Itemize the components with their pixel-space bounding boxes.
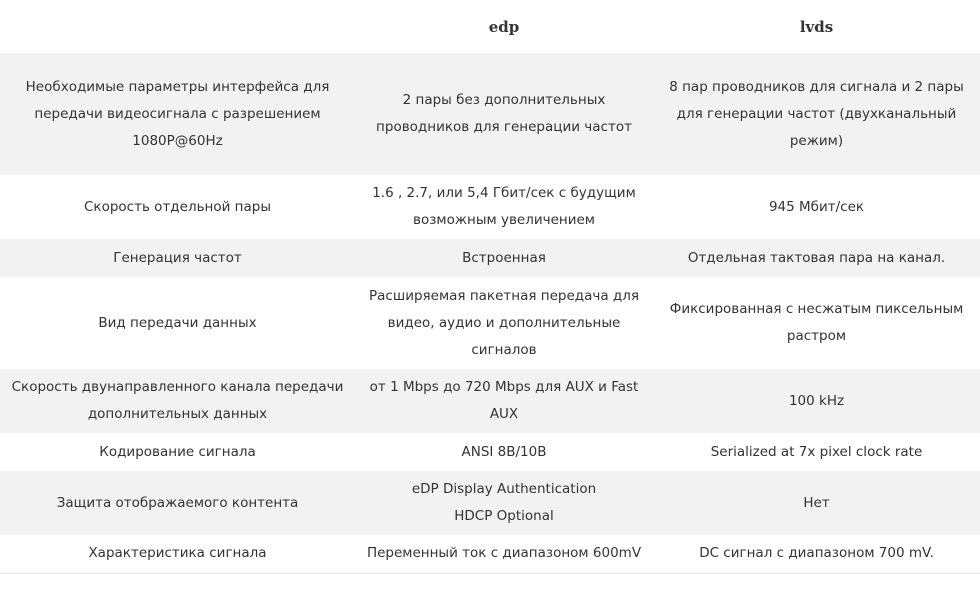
parameter-text: Генерация частот bbox=[113, 249, 242, 266]
table-row bbox=[0, 369, 980, 433]
lvds-cell bbox=[653, 433, 980, 471]
lvds-text: Отдельная тактовая пара на канал. bbox=[687, 249, 946, 266]
edp-cell bbox=[355, 369, 653, 433]
edp-text: ANSI 8B/10B bbox=[461, 443, 547, 460]
edp-text: Переменный ток с диапазоном 600mV bbox=[366, 545, 642, 562]
parameter-cell bbox=[0, 53, 355, 175]
parameter-cell bbox=[0, 433, 355, 471]
edp-text: Встроенная bbox=[462, 249, 546, 266]
header-row bbox=[0, 0, 980, 53]
table-body bbox=[0, 53, 980, 573]
lvds-cell bbox=[653, 239, 980, 277]
parameter-cell bbox=[0, 277, 355, 369]
edp-text: eDP Display Authentication HDCP Optional bbox=[411, 481, 597, 524]
lvds-text: Serialized at 7x pixel clock rate bbox=[710, 443, 923, 460]
edp-text: 1.6 , 2.7, или 5,4 Гбит/сек с будущим возможным увеличением bbox=[372, 185, 636, 228]
table-header bbox=[0, 0, 980, 53]
header-lvds: lvds bbox=[653, 0, 980, 53]
lvds-text: Фиксированная с несжатым пиксельным растром bbox=[669, 301, 964, 344]
lvds-cell bbox=[653, 369, 980, 433]
parameter-text: Необходимые параметры интерфейса для передачи видеосигнала с разрешением 1080P@60Hz bbox=[25, 78, 330, 149]
edp-cell bbox=[355, 175, 653, 239]
parameter-text: Вид передачи данных bbox=[98, 314, 257, 331]
edp-cell bbox=[355, 53, 653, 175]
table-row bbox=[0, 53, 980, 175]
parameter-cell bbox=[0, 471, 355, 535]
lvds-text: 100 kHz bbox=[788, 392, 845, 409]
parameter-text: Защита отображаемого контента bbox=[56, 494, 299, 511]
parameter-cell bbox=[0, 369, 355, 433]
edp-cell bbox=[355, 277, 653, 369]
table-row bbox=[0, 433, 980, 471]
edp-text: от 1 Mbps до 720 Mbps для AUX и Fast AUX bbox=[369, 379, 639, 422]
lvds-cell bbox=[653, 471, 980, 535]
table-row bbox=[0, 175, 980, 239]
lvds-cell bbox=[653, 53, 980, 175]
edp-cell bbox=[355, 471, 653, 535]
parameter-cell bbox=[0, 239, 355, 277]
lvds-cell bbox=[653, 277, 980, 369]
edp-cell bbox=[355, 433, 653, 471]
table-row bbox=[0, 471, 980, 535]
parameter-cell bbox=[0, 175, 355, 239]
edp-cell bbox=[355, 239, 653, 277]
parameter-text: Скорость двунаправленного канала передачи дополнительных данных bbox=[11, 379, 344, 422]
table-row bbox=[0, 535, 980, 573]
lvds-text: 8 пар проводников для сигнала и 2 пары для генерации частот (двухканальный режим) bbox=[669, 78, 964, 149]
header-edp: edp bbox=[355, 0, 653, 53]
lvds-text: 945 Мбит/сек bbox=[768, 198, 865, 215]
edp-text: Расширяемая пакетная передача для видео, аудио и дополнительные сигналов bbox=[369, 287, 639, 358]
parameter-text: Характеристика сигнала bbox=[88, 545, 267, 562]
lvds-cell bbox=[653, 535, 980, 573]
table-row bbox=[0, 239, 980, 277]
edp-text: 2 пары без дополнительных проводников для генерации частот bbox=[376, 92, 632, 135]
lvds-cell bbox=[653, 175, 980, 239]
parameter-cell bbox=[0, 535, 355, 573]
lvds-text: DC сигнал с диапазоном 700 mV. bbox=[699, 545, 934, 562]
table-row bbox=[0, 277, 980, 369]
edp-cell bbox=[355, 535, 653, 573]
lvds-text: Нет bbox=[803, 494, 830, 511]
header-parameter bbox=[0, 0, 355, 53]
parameter-text: Кодирование сигнала bbox=[99, 443, 256, 460]
parameter-text: Скорость отдельной пары bbox=[83, 198, 272, 215]
